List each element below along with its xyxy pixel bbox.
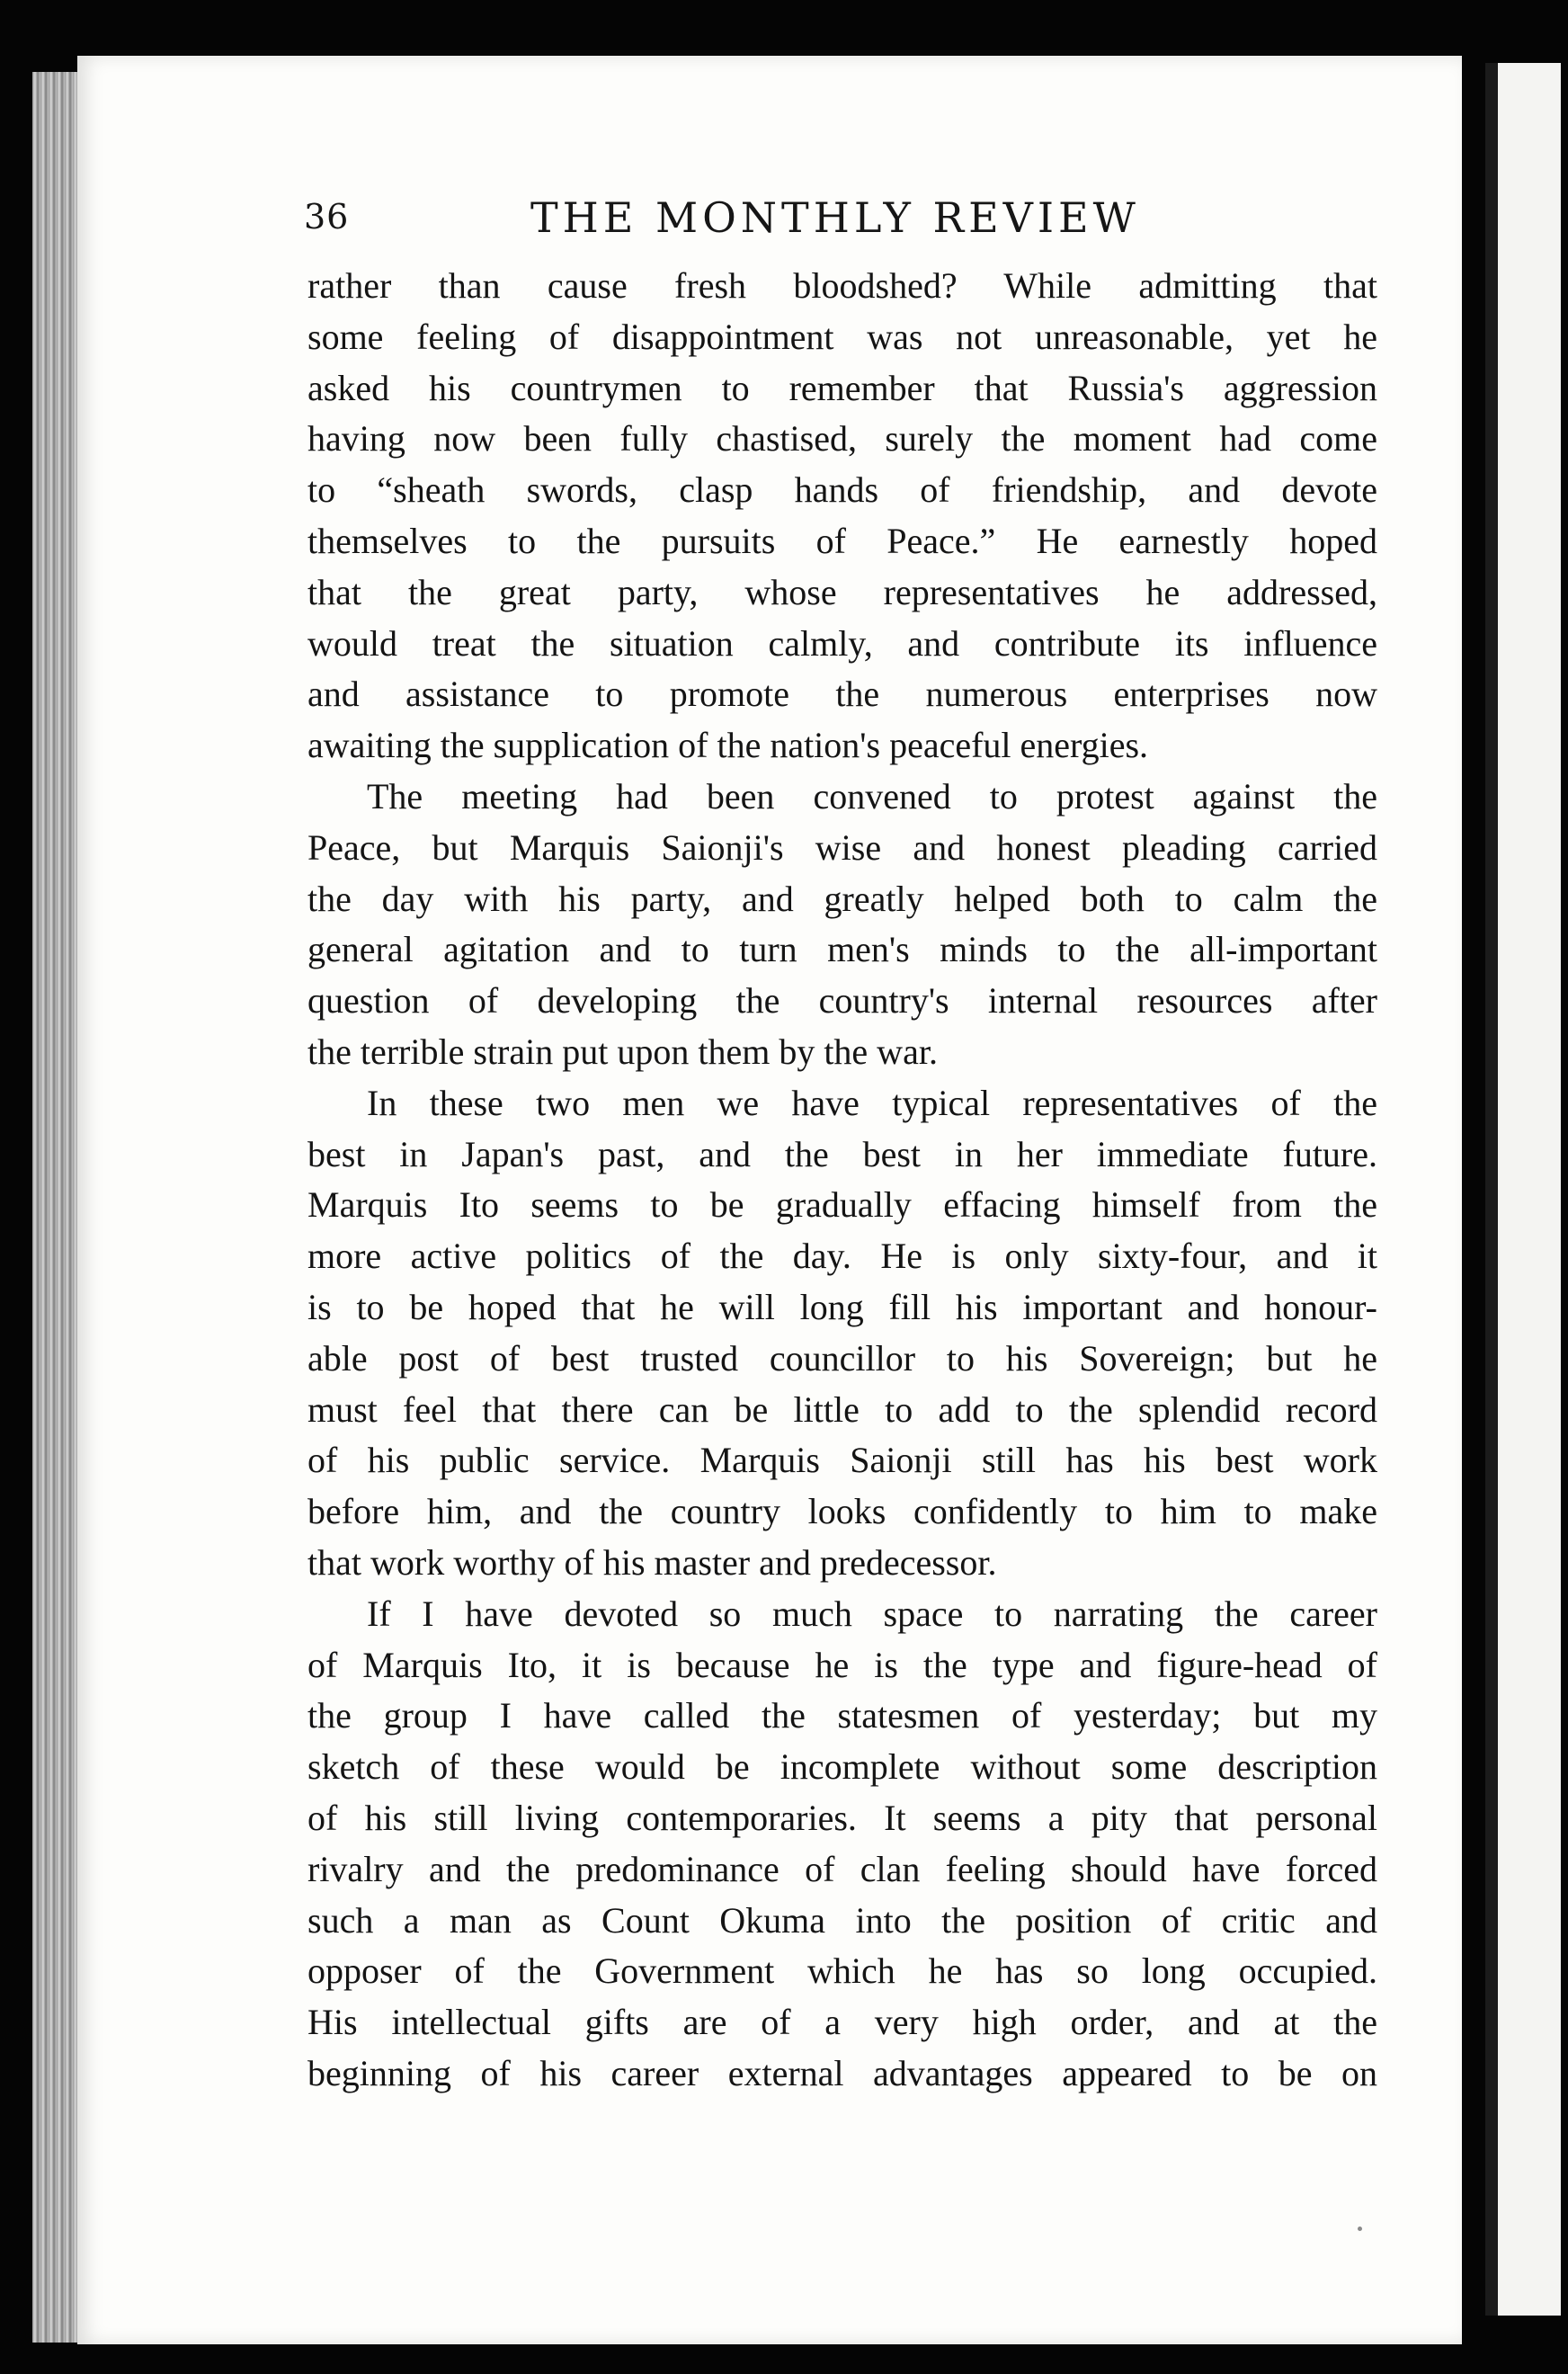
text-line: rather than cause fresh bloodshed? While admitting that — [307, 265, 1377, 306]
text-line: general agitation and to turn men's minds to the all-important — [307, 929, 1377, 970]
text-line: beginning of his career external advantages appeared to be on — [307, 2052, 1377, 2093]
page-header — [304, 192, 1142, 249]
text-line: the day with his party, and greatly helped both to calm the — [307, 878, 1377, 919]
text-line: is to be hoped that he will long fill his important and honour- — [307, 1286, 1377, 1327]
text-line: best in Japan's past, and the best in her immediate future. — [307, 1133, 1377, 1174]
text-line: the group I have called the statesmen of yesterday; but my — [307, 1695, 1377, 1736]
text-line: able post of best trusted councillor to his Sovereign; but he — [307, 1337, 1377, 1379]
text-line: rivalry and the predominance of clan feeling should have forced — [307, 1848, 1377, 1889]
text-line: such a man as Count Okuma into the position of critic and — [307, 1899, 1377, 1941]
text-line: His intellectual gifts are of a very high order, and at the — [307, 2002, 1377, 2043]
text-line: having now been fully chastised, surely the moment had come — [307, 418, 1377, 460]
text-line: to “sheath swords, clasp hands of friendship, and devote — [307, 469, 1377, 511]
text-line: of Marquis Ito, it is because he is the type and figure-head of — [307, 1644, 1377, 1685]
facing-page-strip — [1485, 63, 1561, 2316]
paper-speck — [1358, 2227, 1362, 2231]
page-number: 36 — [304, 197, 350, 237]
text-line: Marquis Ito seems to be gradually effacing himself from the — [307, 1184, 1377, 1226]
text-line: that work worthy of his master and predecessor. — [307, 1541, 997, 1583]
running-title: THE MONTHLY REVIEW — [530, 193, 1140, 242]
text-line: Peace, but Marquis Saionji's wise and honest pleading carried — [307, 826, 1377, 868]
text-line: before him, and the country looks confidently to him to make — [307, 1491, 1377, 1532]
text-line: would treat the situation calmly, and contribute its influence — [307, 622, 1377, 664]
text-line: question of developing the country's internal resources after — [307, 980, 1377, 1022]
text-line: the terrible strain put upon them by the war. — [307, 1031, 938, 1072]
body-text — [307, 261, 1377, 2100]
text-line: of his public service. Marquis Saionji still has his best work — [307, 1440, 1377, 1481]
text-line: that the great party, whose representatives he addressed, — [307, 571, 1377, 612]
text-line: must feel that there can be little to add to the splendid record — [307, 1388, 1377, 1430]
paragraph-first-line: In these two men we have typical representatives of the — [367, 1082, 1377, 1123]
text-line: sketch of these would be incomplete without some description — [307, 1746, 1377, 1788]
text-line: asked his countrymen to remember that Russia's aggression — [307, 367, 1377, 408]
text-line: more active politics of the day. He is only sixty-four, and it — [307, 1236, 1377, 1277]
text-line: themselves to the pursuits of Peace.” He earnestly hoped — [307, 520, 1377, 561]
text-line: some feeling of disappointment was not unreasonable, yet he — [307, 316, 1377, 357]
text-line: awaiting the supplication of the nation's peaceful energies. — [307, 725, 1149, 766]
text-line: opposer of the Government which he has so long occupied. — [307, 1950, 1377, 1992]
text-line: and assistance to promote the numerous enterprises now — [307, 674, 1377, 715]
paragraph-first-line: If I have devoted so much space to narrating the career — [367, 1593, 1377, 1634]
paragraph-first-line: The meeting had been convened to protest against the — [367, 775, 1377, 817]
text-line: of his still living contemporaries. It seems a pity that personal — [307, 1797, 1377, 1838]
